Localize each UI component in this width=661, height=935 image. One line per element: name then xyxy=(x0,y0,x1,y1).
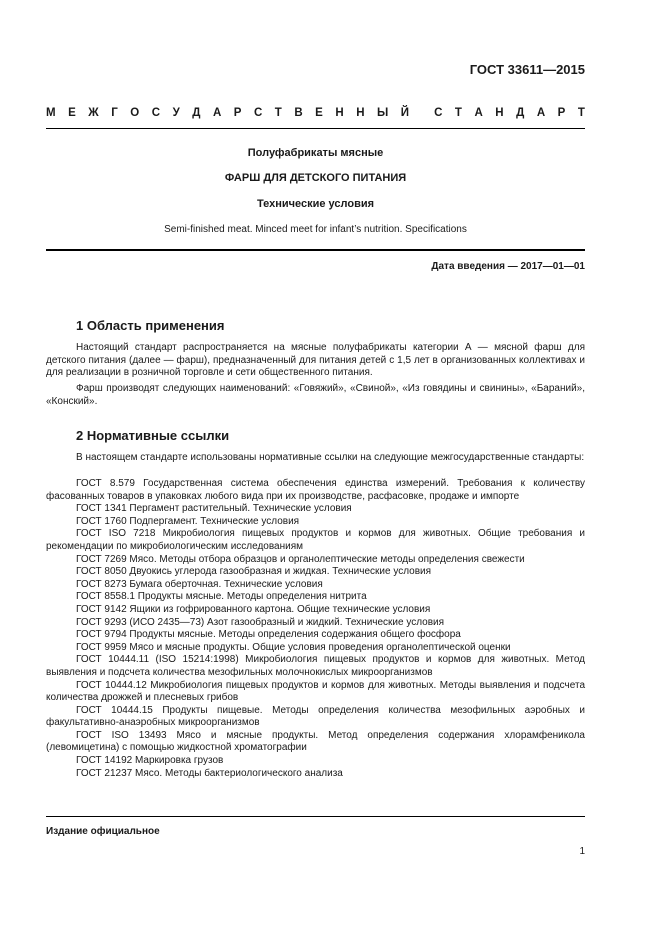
heading-letter: Р xyxy=(557,107,566,119)
reference-item: ГОСТ 8558.1 Продукты мясные. Методы определения нитрита xyxy=(76,591,367,603)
heading-letter: Н xyxy=(356,107,365,119)
header-divider xyxy=(46,128,585,129)
reference-item: ГОСТ 1341 Пергамент растительный. Технические условия xyxy=(76,503,352,515)
heading-letter: Т xyxy=(577,107,585,119)
reference-item: ГОСТ 8273 Бумага оберточная. Технические условия xyxy=(76,578,323,590)
reference-item: ГОСТ 21237 Мясо. Методы бактериологического анализа xyxy=(76,767,343,779)
heading-letter: Д xyxy=(516,107,525,119)
heading-letter: Т xyxy=(454,107,462,119)
section-2-title: 2 Нормативные ссылки xyxy=(76,428,230,443)
heading-letter: С xyxy=(151,107,161,119)
reference-item: ГОСТ 8.579 Государственная система обеспечения единства измерений. Требования к количеству фасованных товаров в упаковках любого вида при их производстве, расфасовке, продаже и импорте xyxy=(46,478,585,502)
reference-item: ГОСТ 9293 (ИСО 2435—73) Азот газообразный и жидкий. Технические условия xyxy=(76,616,445,628)
section-1-title: 1 Область применения xyxy=(76,318,225,333)
reference-item: ГОСТ 9794 Продукты мясные. Методы определения содержания общего фосфора xyxy=(76,629,461,641)
heading-letter: М xyxy=(46,107,56,119)
product-group-title: Полуфабрикаты мясные xyxy=(247,147,384,159)
document-subtitle: Технические условия xyxy=(256,198,375,210)
reference-item: ГОСТ ISO 7218 Микробиология пищевых продуктов и кормов для животных. Общие требования и рекомендации по микробиологическим исследованиям xyxy=(46,528,585,552)
title-divider xyxy=(46,249,585,251)
introduction-date: Дата введения — 2017—01—01 xyxy=(431,261,585,272)
heading-letter: А xyxy=(536,107,546,119)
heading-letter: Н xyxy=(495,107,504,119)
heading-letter: Е xyxy=(315,107,323,119)
reference-item: ГОСТ 14192 Маркировка грузов xyxy=(76,755,224,767)
reference-item: ГОСТ 7269 Мясо. Методы отбора образцов и органолептические методы определения свежести xyxy=(76,553,525,565)
reference-item: ГОСТ 10444.15 Продукты пищевые. Методы определения количества мезофильных аэробных и факультативно-анаэробных микроорганизмов xyxy=(46,704,585,729)
heading-letter: Ж xyxy=(88,107,99,119)
heading-letter: А xyxy=(212,107,222,119)
page-number: 1 xyxy=(579,846,585,857)
heading-letter: Ы xyxy=(377,107,389,119)
heading-letter: А xyxy=(474,107,483,119)
heading-letter: Р xyxy=(233,107,242,119)
heading-letter: Г xyxy=(111,107,118,119)
heading-letter: О xyxy=(130,107,140,119)
heading-letter: Т xyxy=(274,107,282,119)
reference-item: ГОСТ 9959 Мясо и мясные продукты. Общие условия проведения органолептической оценки xyxy=(76,641,511,653)
section-2-intro: В настоящем стандарте использованы нормативные ссылки на следующие межгосударственные стандарты: xyxy=(76,452,585,463)
footer-divider xyxy=(46,816,585,817)
reference-item: ГОСТ 8050 Двуокись углерода газообразная и жидкая. Технические условия xyxy=(76,566,432,578)
document-title: ФАРШ ДЛЯ ДЕТСКОГО ПИТАНИЯ xyxy=(224,172,407,184)
normative-references-list xyxy=(46,478,585,780)
heading-letter: С xyxy=(253,107,263,119)
gost-number: ГОСТ 33611—2015 xyxy=(469,62,585,77)
reference-item: ГОСТ 9142 Ящики из гофрированного картона. Общие технические условия xyxy=(76,603,431,615)
heading-letter: С xyxy=(434,107,443,119)
heading-letter: Н xyxy=(335,107,344,119)
heading-letter: У xyxy=(172,107,180,119)
official-edition-label: Издание официальное xyxy=(46,826,160,837)
heading-letter: В xyxy=(294,107,303,119)
section-1-paragraph-1: Настоящий стандарт распространяется на мясные полуфабрикаты категории А — мясной фарш для детского питания (далее — фарш), предназначенный для питания детей с 1,5 лет в организованных коллективах и для реализации в розничной торговле и сети общественного питания. xyxy=(46,342,585,379)
heading-letter: Д xyxy=(192,107,201,119)
english-title: Semi-finished meat. Minced meet for infant’s nutrition. Specifications xyxy=(164,224,467,235)
reference-item: ГОСТ 1760 Подпергамент. Технические условия xyxy=(76,515,300,527)
section-1-paragraph-2: Фарш производят следующих наименований: «Говяжий», «Свиной», «Из говядины и свинины», «Бараний», «Конский». xyxy=(46,383,585,407)
reference-item: ГОСТ 10444.11 (ISO 15214:1998) Микробиология пищевых продуктов и кормов для животных. Метод выявления и подсчета количества мезофильных молочнокислых микроорганизмов xyxy=(46,654,585,678)
reference-item: ГОСТ 10444.12 Микробиология пищевых продуктов и кормов для животных. Методы выявления и подсчета количества дрожжей и плесневых грибов xyxy=(46,679,585,704)
heading-letter: Й xyxy=(400,107,410,119)
heading-letter: Е xyxy=(68,107,76,119)
interstate-standard-heading xyxy=(46,107,585,119)
reference-item: ГОСТ ISO 13493 Мясо и мясные продукты. Метод определения содержания хлорамфеникола (левомицетина) с помощью жидкостной хроматографии xyxy=(46,729,585,754)
